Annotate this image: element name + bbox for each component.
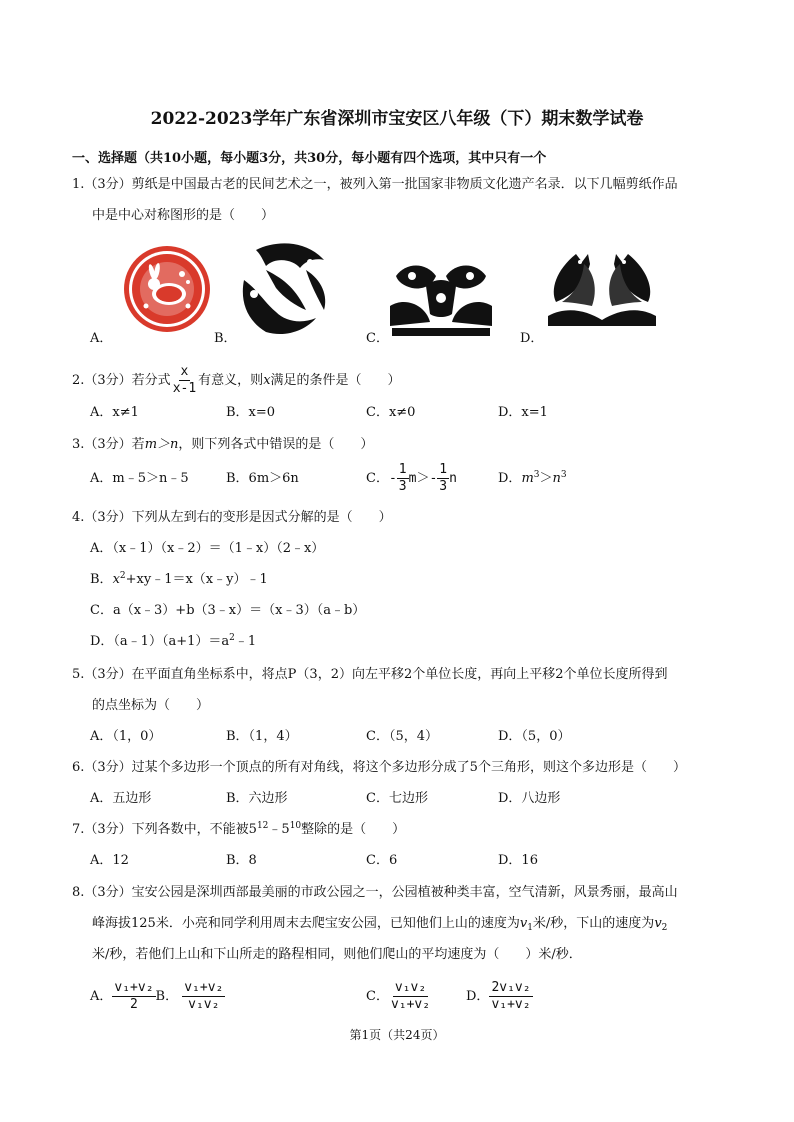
question-7-stem xyxy=(72,821,405,839)
q1-option-b: B． xyxy=(214,331,237,346)
q3-c-minus-2: - xyxy=(429,471,438,486)
q8-a-num: v₁+v₂ xyxy=(114,980,154,995)
q3-c-m: m xyxy=(408,471,417,486)
q8-d-label: D． xyxy=(466,989,490,1004)
question-1-line-2: 中是中心对称图形的是（ ） xyxy=(92,208,275,223)
question-8-line-3: 米/秒，若他们上山和下山所走的路程相同，则他们爬山的平均速度为（ ）米/秒． xyxy=(92,947,582,962)
q4-option-a: A．（x﹣1）（x﹣2）＝（1﹣x）（2﹣x） xyxy=(90,541,325,556)
q3-c-frac-1-den: 3 xyxy=(398,479,407,494)
q3-c-frac-2 xyxy=(437,462,449,495)
q5-option-b: B．（1，4） xyxy=(226,729,298,744)
q2-var: x xyxy=(263,373,271,388)
q4-d-exp: 2 xyxy=(229,633,235,643)
q7-exp-2: 10 xyxy=(289,821,302,831)
q8-line2-mid: 米/秒，下山的速度为 xyxy=(532,916,655,931)
q8-b-label: B． xyxy=(155,989,179,1004)
q2-option-a: A．x≠1 xyxy=(90,405,139,420)
q5-option-a: A．（1，0） xyxy=(90,729,162,744)
q8-v1-sub: 1 xyxy=(527,923,533,933)
q5-option-c: C．（5，4） xyxy=(366,729,438,744)
question-4-stem: 4.（3分）下列从左到右的变形是因式分解的是（ ） xyxy=(72,510,392,525)
q3-c-frac-2-den: 3 xyxy=(439,479,448,494)
q8-b-frac xyxy=(182,980,225,1013)
question-6-stem: 6.（3分）过某个多边形一个顶点的所有对角线，将这个多边形分成了5个三角形，则这个多边形是（ ） xyxy=(72,760,686,775)
q8-b-num: v₁+v₂ xyxy=(184,980,224,995)
q7-option-b: B．8 xyxy=(226,853,257,868)
q1-option-d: D． xyxy=(520,331,544,346)
q3-option-d xyxy=(498,470,567,488)
papercut-birds-image xyxy=(236,240,332,338)
q8-c-frac xyxy=(389,980,432,1013)
q3-condition: m＞n xyxy=(144,437,179,452)
q2-fraction-num: x xyxy=(180,364,189,379)
q4-b-pre: B． xyxy=(90,572,113,587)
question-5-line-2: 的点坐标为（ ） xyxy=(92,698,210,713)
q7-option-c: C．6 xyxy=(366,853,398,868)
q8-line2-pre: 峰海拔125米．小亮和同学利用周末去爬宝安公园，已知他们上山的速度为 xyxy=(92,916,520,931)
q7-exp-1: 12 xyxy=(256,821,269,831)
q7-mid: ﹣5 xyxy=(268,822,290,837)
q6-option-c: C．七边形 xyxy=(366,791,428,806)
q3-option-a: A．m﹣5＞n﹣5 xyxy=(90,471,189,486)
q4-b-post: +xy﹣1＝x（x﹣y）﹣1 xyxy=(125,572,268,587)
q8-d-frac xyxy=(489,980,532,1013)
q3-c-minus: - xyxy=(388,471,397,486)
q4-option-c: C．a（x﹣3）+b（3﹣x）＝（x﹣3）（a﹣b） xyxy=(90,603,366,618)
q8-d-den: v₁+v₂ xyxy=(491,997,531,1012)
q2-option-b: B．x=0 xyxy=(226,405,276,420)
q7-option-d: D．16 xyxy=(498,853,538,868)
papercut-lions-image xyxy=(386,256,496,340)
q3-option-c xyxy=(366,462,457,495)
q4-option-b xyxy=(90,571,268,589)
q7-post: 整除的是（ ） xyxy=(301,822,406,837)
q4-b-exp: 2 xyxy=(119,571,126,581)
q5-option-d: D．（5，0） xyxy=(498,729,571,744)
q3-c-n: n xyxy=(449,471,457,486)
q8-v1: v xyxy=(519,916,528,931)
q3-d-gt: ＞ xyxy=(539,471,553,486)
question-3-stem xyxy=(72,436,373,454)
q3-d-label: D． xyxy=(498,471,522,486)
q3-c-label: C． xyxy=(366,471,389,486)
q3-option-b: B．6m＞6n xyxy=(226,471,299,486)
q3-c-frac-1 xyxy=(397,462,409,495)
question-1-line-1: 1.（3分）剪纸是中国最古老的民间艺术之一，被列入第一批国家非物质文化遗产名录．以下几幅剪纸作品 xyxy=(72,177,678,192)
q4-d-pre: D．（a﹣1）（a+1）＝a xyxy=(90,634,230,649)
q8-d-num: 2v₁v₂ xyxy=(491,980,531,995)
q8-option-c xyxy=(366,980,432,1013)
q4-b-x: x xyxy=(112,572,120,587)
q1-option-c: C． xyxy=(366,331,389,346)
q2-stem-pre: 2.（3分）若分式 xyxy=(72,373,171,388)
q3-c-gt: ＞ xyxy=(416,471,430,486)
q3-c-frac-2-num: 1 xyxy=(439,462,448,477)
q6-option-d: D．八边形 xyxy=(498,791,561,806)
q6-option-a: A．五边形 xyxy=(90,791,152,806)
section-heading: 一、选择题（共10小题，每小题3分，共30分，每小题有四个选项，其中只有一个 xyxy=(72,151,547,166)
q8-c-label: C． xyxy=(366,989,389,1004)
q7-option-a: A．12 xyxy=(90,853,129,868)
q2-option-c: C．x≠0 xyxy=(366,405,416,420)
page-footer: 第1页（共24页） xyxy=(349,1028,445,1042)
q2-fraction-den: x-1 xyxy=(172,381,197,396)
q4-option-d xyxy=(90,633,256,651)
q4-d-post: ﹣1 xyxy=(234,634,257,649)
q8-v2: v xyxy=(654,916,662,931)
q8-options-ab xyxy=(90,980,225,1013)
q6-option-b: B．六边形 xyxy=(226,791,288,806)
q3-d-m: m xyxy=(521,471,534,486)
q8-v2-sub: 2 xyxy=(661,923,668,933)
papercut-rabbit-image xyxy=(122,244,212,334)
q8-c-num: v₁v₂ xyxy=(394,980,427,995)
question-2-stem xyxy=(72,364,401,397)
q3-c-frac-1-num: 1 xyxy=(398,462,407,477)
q7-pre: 7.（3分）下列各数中，不能被5 xyxy=(72,822,257,837)
question-5-line-1: 5.（3分）在平面直角坐标系中，将点P（3，2）向左平移2个单位长度，再向上平移2个单位长度所得到 xyxy=(72,667,668,682)
q8-option-d xyxy=(466,980,533,1013)
q3-stem-post: ，则下列各式中错误的是（ ） xyxy=(178,437,374,452)
q8-b-den: v₁v₂ xyxy=(188,997,220,1012)
q3-d-n: n xyxy=(552,471,561,486)
papercut-fish-image xyxy=(546,250,658,336)
q8-a-den: 2 xyxy=(130,997,138,1012)
q3-d-exp-1: 3 xyxy=(533,470,540,480)
page-title: 2022-2023学年广东省深圳市宝安区八年级（下）期末数学试卷 xyxy=(150,109,644,129)
q3-d-exp-2: 3 xyxy=(560,470,567,480)
q3-stem-pre: 3.（3分）若 xyxy=(72,437,145,452)
q2-stem-post-b: 满足的条件是（ ） xyxy=(270,373,401,388)
question-8-line-2 xyxy=(92,915,667,933)
q1-option-a: A． xyxy=(90,331,113,346)
q8-a-label: A． xyxy=(90,989,113,1004)
q2-fraction xyxy=(171,364,198,397)
q2-stem-post-a: 有意义，则 xyxy=(198,373,264,388)
q2-option-d: D．x=1 xyxy=(498,405,548,420)
q8-c-den: v₁+v₂ xyxy=(390,997,431,1012)
question-8-line-1: 8.（3分）宝安公园是深圳西部最美丽的市政公园之一，公园植被种类丰富，空气清新，风景秀丽，最高山 xyxy=(72,885,678,900)
q8-a-frac xyxy=(112,980,155,1013)
